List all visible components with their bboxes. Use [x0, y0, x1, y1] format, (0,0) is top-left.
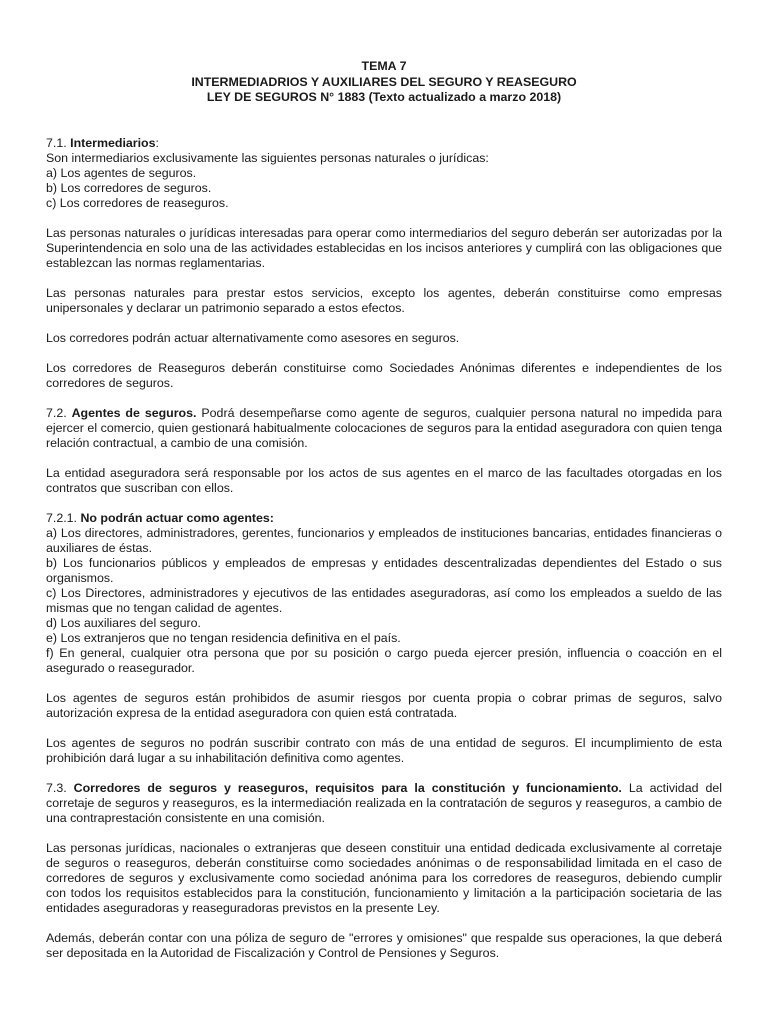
paragraph: Los agentes de seguros no podrán suscribir contrato con más de una entidad de seguros. El incumplimiento de esta prohibición dará lugar a su inhabilitación definitiva como agentes.	[46, 735, 722, 765]
list-item: a) Los directores, administradores, gerentes, funcionarios y empleados de instituciones bancarias, entidades financieras o auxiliares de éstas.	[46, 525, 722, 555]
section-number: 7.1.	[46, 135, 71, 150]
header-topic: TEMA 7	[361, 59, 407, 73]
section-7-2	[46, 406, 722, 451]
paragraph: Las personas naturales para prestar estos servicios, excepto los agentes, deberán constituirse como empresas unipersonales y declarar un patrimonio separado a estos efectos.	[46, 285, 722, 315]
paragraph: La entidad aseguradora será responsable por los actos de sus agentes en el marco de las facultades otorgadas en los contratos que suscriban con ellos.	[46, 465, 722, 495]
paragraph: Los corredores podrán actuar alternativamente como asesores en seguros.	[46, 330, 460, 345]
section-7-1: 7.1. Intermediarios: Son intermediarios exclusivamente las siguientes personas naturales o jurídicas: a) Los agentes de seguros. b) Los corredores de seguros. c) Los corredores de reaseguros.	[46, 136, 722, 211]
header-subtitle: LEY DE SEGUROS N° 1883 (Texto actualizado a marzo 2018)	[206, 90, 562, 104]
paragraph: Las personas jurídicas, nacionales o extranjeras que deseen constituir una entidad dedicada exclusivamente al corretaje de seguros o reaseguros, deberán constituirse como sociedades anónimas o de responsabilidad limitada en el caso de corredores de seguros y exclusivamente como sociedad anónima para los corredores de reaseguros, debiendo cumplir con todos los requisitos establecidos para la constitución, funcionamiento y limitación a la participación societaria de las entidades aseguradoras y reaseguradoras previstos en la presente Ley.	[46, 840, 722, 915]
paragraph: Los corredores de Reaseguros deberán constituirse como Sociedades Anónimas diferentes e independientes de los corredores de seguros.	[46, 360, 722, 390]
list-item: b) Los corredores de seguros.	[46, 180, 212, 195]
section-intro: Son intermediarios exclusivamente las siguientes personas naturales o jurídicas:	[46, 150, 489, 165]
section-title: Corredores de seguros y reaseguros, requisitos para la constitución y funcionamiento.	[73, 780, 622, 795]
section-title: Agentes de seguros.	[71, 405, 197, 420]
section-title: No podrán actuar como agentes:	[80, 510, 274, 525]
list-item: d) Los auxiliares del seguro.	[46, 615, 201, 630]
list-item: a) Los agentes de seguros.	[46, 165, 197, 180]
section-number: 7.2.	[46, 405, 72, 420]
header-title: INTERMEDIADRIOS Y AUXILIARES DEL SEGURO Y REASEGURO	[191, 74, 577, 89]
section-7-3	[46, 781, 722, 826]
list-item: b) Los funcionarios públicos y empleados de empresas y entidades descentralizadas dependientes del Estado o sus organismos.	[46, 555, 722, 585]
paragraph: Las personas naturales o jurídicas interesadas para operar como intermediarios del seguro deberán ser autorizadas por la Superintendencia en solo una de las actividades establecidas en los incisos anteriores y cumplirá con las obligaciones que establezcan las normas reglamentarias.	[46, 225, 722, 270]
paragraph: Los agentes de seguros están prohibidos de asumir riesgos por cuenta propia o cobrar primas de seguros, salvo autorización expresa de la entidad aseguradora con quien está contratada.	[46, 690, 722, 720]
document-page	[46, 59, 722, 976]
section-title: Intermediarios	[70, 135, 156, 150]
section-7-2-1	[46, 511, 722, 676]
list-item: e) Los extranjeros que no tengan residencia definitiva en el país.	[46, 630, 401, 645]
section-body: La actividad del corretaje de seguros y reaseguros, es la intermediación realizada en la contratación de seguros y reaseguros, a cambio de una contraprestación consistente en una comisión.	[46, 780, 722, 825]
section-number: 7.3.	[46, 780, 74, 795]
list-item: c) Los corredores de reaseguros.	[46, 195, 229, 210]
section-body: Podrá desempeñarse como agente de seguros, cualquier persona natural no impedida para ejercer el comercio, quien gestionará habitualmente colocaciones de seguros para la entidad aseguradora con quien tenga relación contractual, a cambio de una comisión.	[46, 405, 722, 450]
document-header	[46, 59, 722, 106]
section-number: 7.2.1.	[46, 510, 81, 525]
paragraph: Además, deberán contar con una póliza de seguro de "errores y omisiones" que respalde sus operaciones, la que deberá ser depositada en la Autoridad de Fiscalización y Control de Pensiones y Seguros.	[46, 930, 722, 960]
list-item: f) En general, cualquier otra persona que por su posición o cargo pueda ejercer presión, influencia o coacción en el asegurado o reasegurador.	[46, 645, 722, 675]
list-item: c) Los Directores, administradores y ejecutivos de las entidades aseguradoras, así como los empleados a sueldo de las mismas que no tengan calidad de agentes.	[46, 585, 722, 615]
